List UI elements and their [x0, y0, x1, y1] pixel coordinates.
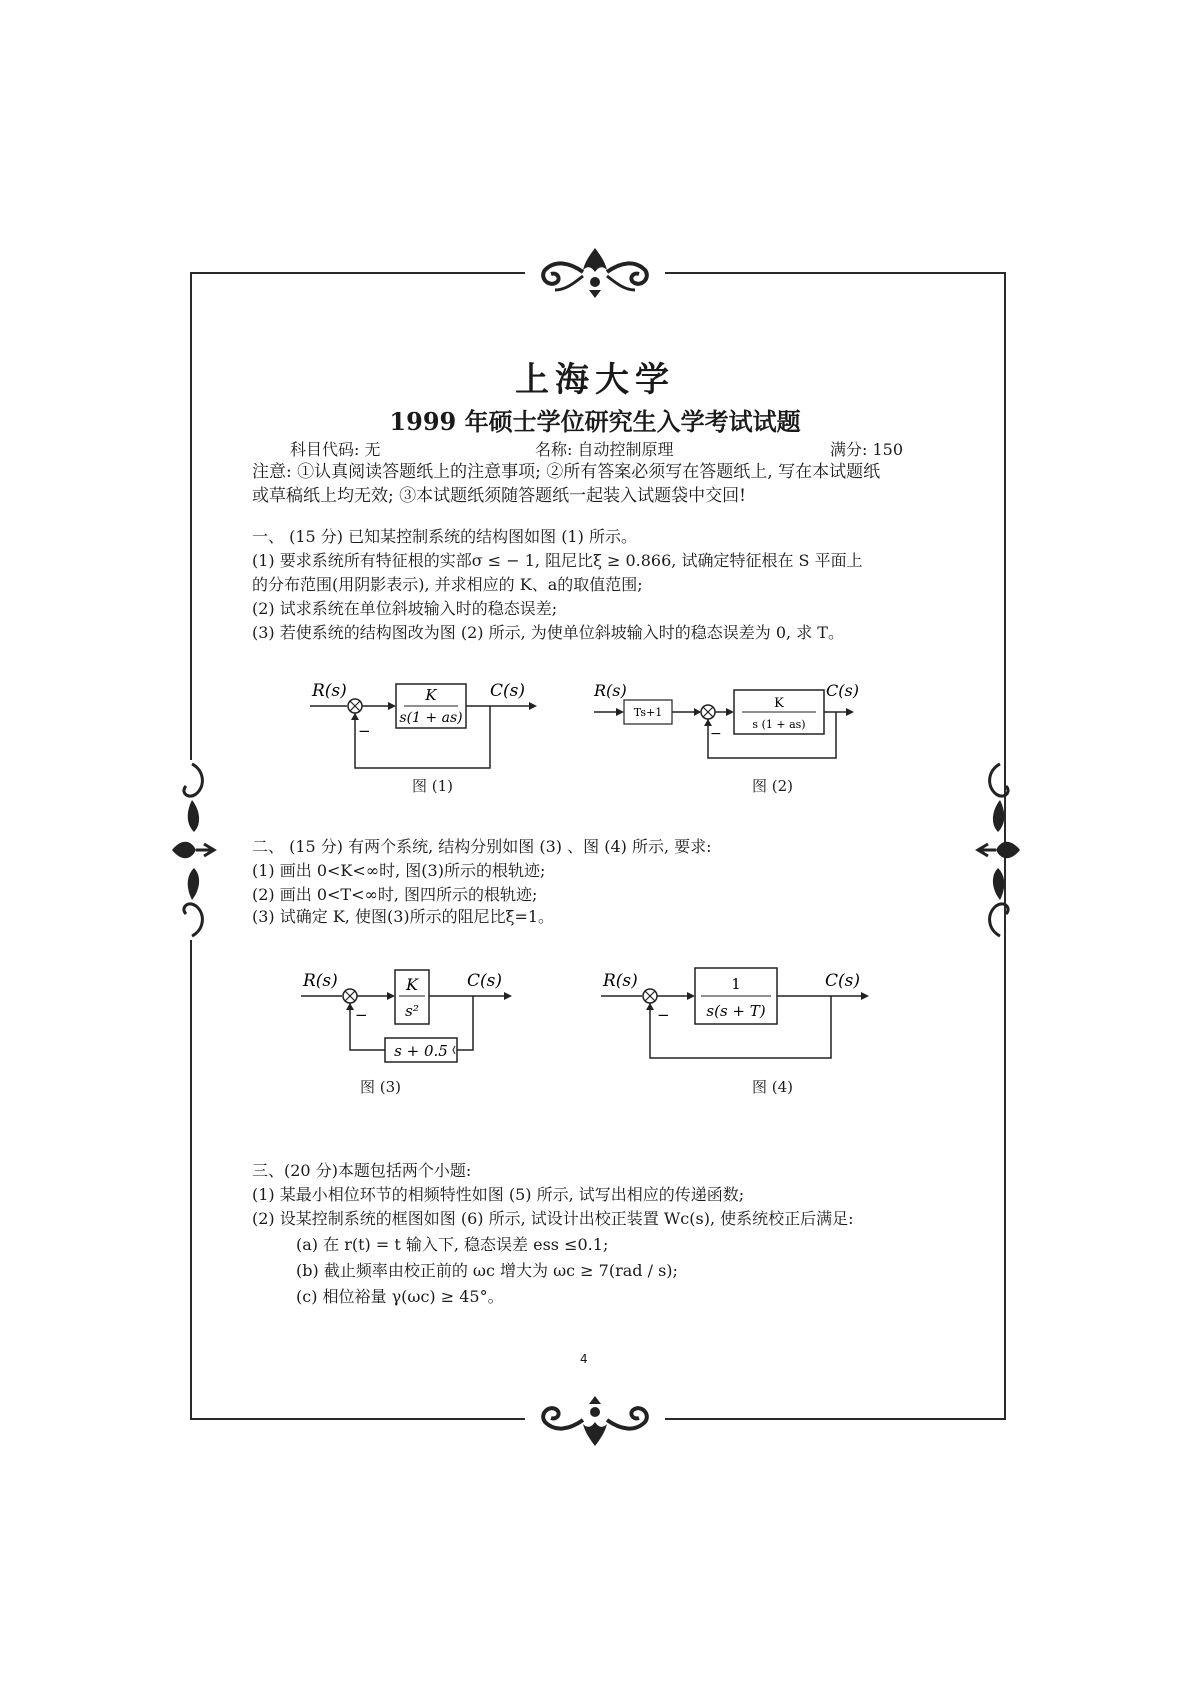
fig3-numerator: K — [406, 975, 418, 994]
q2-part1: (1) 画出 0<K<∞时, 图(3)所示的根轨迹; — [252, 861, 546, 880]
fig2-caption: 图 (2) — [752, 777, 794, 795]
figure-3-block-diagram — [295, 962, 535, 1072]
q3-part2: (2) 设某控制系统的框图如图 (6) 所示, 试设计出校正装置 Wc(s), 使系统校正后满足: — [252, 1209, 854, 1228]
fig3-output-label: C(s) — [467, 971, 502, 991]
fig1-numerator: K — [425, 686, 437, 704]
q1-part1-line1: (1) 要求系统所有特征根的实部σ ≤ − 1, 阻尼比ξ ≥ 0.866, 试确定特征根在 S 平面上 — [252, 551, 863, 570]
fig3-input-label: R(s) — [303, 971, 338, 991]
q1-heading: 一、 (15 分) 已知某控制系统的结构图如图 (1) 所示。 — [252, 527, 637, 546]
q1-part2: (2) 试求系统在单位斜坡输入时的稳态误差; — [252, 599, 558, 618]
fig2-denominator: s (1 + as) — [752, 718, 806, 731]
subject-code: 科目代码: 无 — [290, 440, 381, 459]
q3-part1: (1) 某最小相位环节的相频特性如图 (5) 所示, 试写出相应的传递函数; — [252, 1185, 745, 1204]
left-flourish-ornament — [170, 760, 220, 940]
subject-name: 名称: 自动控制原理 — [535, 440, 674, 459]
fig1-output-label: C(s) — [490, 681, 525, 701]
fig2-minus-sign: − — [710, 726, 722, 742]
fig1-minus-sign: − — [358, 722, 371, 740]
fig4-numerator: 1 — [731, 975, 741, 993]
fig3-caption: 图 (3) — [360, 1078, 402, 1096]
notice-line-2: 或草稿纸上均无效; ③本试题纸须随答题纸一起装入试题袋中交回! — [252, 486, 746, 506]
top-flourish-ornament — [525, 240, 665, 300]
q3-condition-a: (a) 在 r(t) = t 输入下, 稳态误差 ess ≤0.1; — [296, 1235, 609, 1254]
fig2-prefilter-text: Ts+1 — [633, 706, 663, 719]
q3-condition-c: (c) 相位裕量 γ(ωc) ≥ 45°。 — [296, 1287, 504, 1306]
figure-4-block-diagram — [595, 962, 885, 1072]
bottom-flourish-ornament — [525, 1392, 665, 1452]
q2-heading: 二、 (15 分) 有两个系统, 结构分别如图 (3) 、图 (4) 所示, 要求: — [252, 837, 712, 856]
fig4-output-label: C(s) — [825, 971, 860, 991]
q3-condition-b: (b) 截止频率由校正前的 ωc 增大为 ωc ≥ 7(rad / s); — [296, 1261, 678, 1280]
notice-line-1: 注意: ①认真阅读答题纸上的注意事项; ②所有答案必须写在答题纸上, 写在本试题纸 — [252, 462, 881, 482]
fig1-input-label: R(s) — [312, 681, 347, 701]
q2-part3: (3) 试确定 K, 使图(3)所示的阻尼比ξ=1。 — [252, 907, 555, 926]
full-score: 满分: 150 — [830, 440, 904, 459]
fig4-caption: 图 (4) — [752, 1078, 794, 1096]
fig1-caption: 图 (1) — [412, 777, 454, 795]
fig4-input-label: R(s) — [603, 971, 638, 991]
figure-2-block-diagram — [590, 676, 870, 776]
fig4-minus-sign: − — [657, 1006, 670, 1024]
fig2-input-label: R(s) — [594, 681, 627, 700]
fig3-minus-sign: − — [355, 1006, 368, 1024]
q1-part1-line2: 的分布范围(用阴影表示), 并求相应的 K、a的取值范围; — [252, 575, 643, 594]
exam-subtitle: 1999 年硕士学位研究生入学考试试题 — [389, 407, 801, 436]
right-flourish-ornament — [972, 760, 1022, 940]
university-title: 上海大学 — [515, 360, 675, 400]
q2-part2: (2) 画出 0<T<∞时, 图四所示的根轨迹; — [252, 885, 538, 904]
fig2-numerator: K — [774, 696, 784, 711]
q1-part3: (3) 若使系统的结构图改为图 (2) 所示, 为使单位斜坡输入时的稳态误差为 0, 求 T。 — [252, 623, 844, 642]
fig1-denominator: s(1 + as) — [399, 710, 463, 726]
figure-1-block-diagram — [300, 676, 560, 776]
fig2-output-label: C(s) — [826, 681, 859, 700]
q3-heading: 三、(20 分)本题包括两个小题: — [252, 1161, 472, 1180]
page-number: 4 — [580, 1352, 588, 1366]
fig3-denominator: s² — [405, 1002, 419, 1020]
fig3-feedback-text: s + 0.5 — [394, 1042, 448, 1060]
fig4-denominator: s(s + T) — [706, 1002, 766, 1020]
